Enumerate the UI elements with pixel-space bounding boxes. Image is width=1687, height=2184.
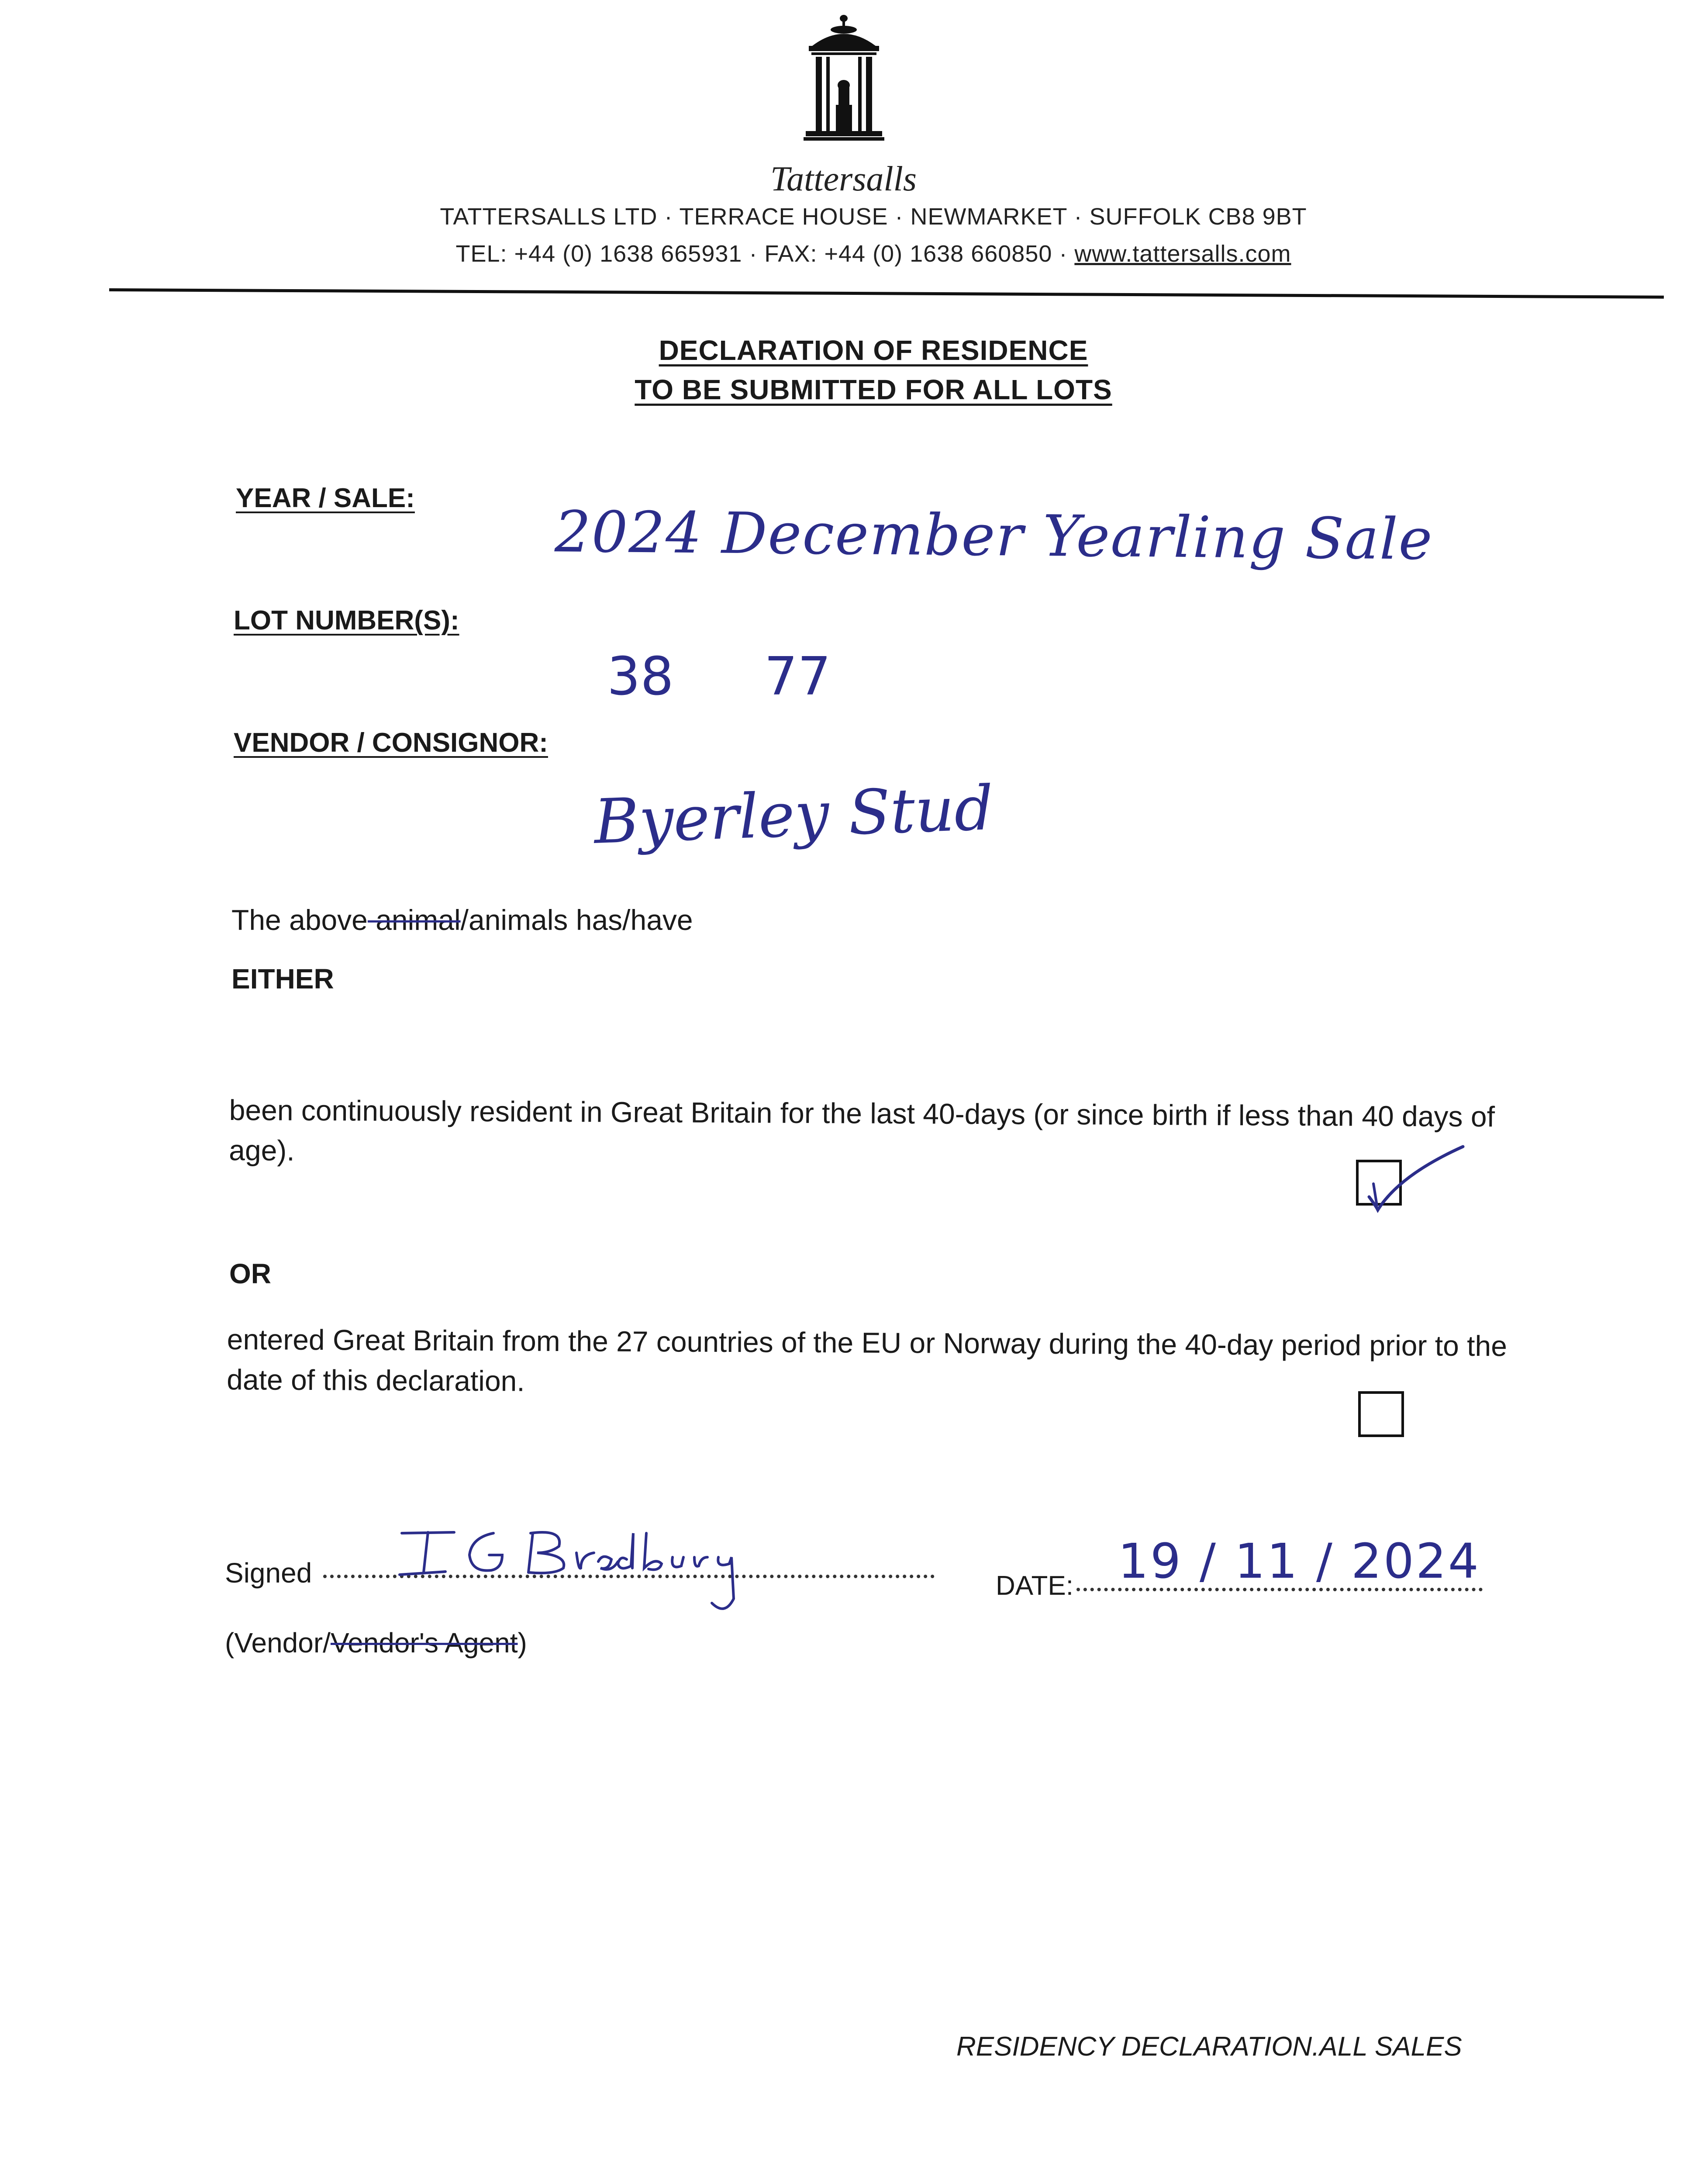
year-sale-field[interactable]: 2024 December Yearling Sale bbox=[554, 498, 1434, 573]
footer-reference: RESIDENCY DECLARATION.ALL SALES bbox=[956, 2032, 1462, 2062]
lot-number-field[interactable]: 77 bbox=[764, 646, 831, 707]
either-label: EITHER bbox=[231, 963, 334, 995]
signer-role bbox=[225, 1623, 527, 1663]
contact-phone-fax: TEL: +44 (0) 1638 665931 · FAX: +44 (0) 1638 660850 · bbox=[455, 241, 1075, 267]
struck-option: animal bbox=[367, 904, 461, 936]
statement-suffix: /animals has/have bbox=[460, 904, 693, 936]
lot-number-field[interactable]: 38 bbox=[607, 646, 674, 707]
website-link[interactable]: www.tattersalls.com bbox=[1074, 241, 1291, 267]
form-subtitle: TO BE SUBMITTED FOR ALL LOTS bbox=[635, 374, 1112, 405]
lot-numbers-label: LOT NUMBER(S): bbox=[234, 605, 459, 636]
statement-text bbox=[231, 900, 693, 940]
brand-name: Tattersalls bbox=[770, 160, 917, 198]
or-label: OR bbox=[229, 1258, 271, 1289]
vendor-field[interactable]: Byerley Stud bbox=[593, 773, 995, 858]
signature[interactable] bbox=[393, 1520, 777, 1634]
date-field[interactable]: 19 / 11 / 2024 bbox=[1118, 1533, 1480, 1589]
signature-text: IG Bradbury bbox=[393, 1520, 396, 1521]
option-1-text: been continuously resident in Great Britain for the last 40-days (or since birth if less than 40 days of age). bbox=[229, 1093, 1495, 1167]
role-prefix: (Vendor/ bbox=[225, 1627, 331, 1659]
header-divider bbox=[109, 288, 1664, 299]
signed-label: Signed bbox=[225, 1557, 312, 1589]
role-suffix: ) bbox=[517, 1627, 527, 1659]
option-2-text: entered Great Britain from the 27 countries of the EU or Norway during the 40-day period prior to the date of this declaration. bbox=[227, 1323, 1508, 1397]
checkmark-icon bbox=[1352, 1140, 1465, 1219]
form-title: DECLARATION OF RESIDENCE bbox=[659, 335, 1088, 366]
statement-prefix: The above bbox=[231, 904, 368, 936]
year-sale-label: YEAR / SALE: bbox=[236, 483, 415, 513]
date-label: DATE: bbox=[996, 1571, 1073, 1601]
company-contact bbox=[0, 240, 1687, 267]
role-struck: Vendor's Agent bbox=[330, 1627, 518, 1659]
tattersalls-logo-icon bbox=[804, 9, 884, 157]
vendor-label: VENDOR / CONSIGNOR: bbox=[234, 728, 548, 758]
company-address: TATTERSALLS LTD · TERRACE HOUSE · NEWMARKET · SUFFOLK CB8 9BT bbox=[440, 204, 1307, 230]
option-2-checkbox[interactable] bbox=[1358, 1391, 1404, 1437]
